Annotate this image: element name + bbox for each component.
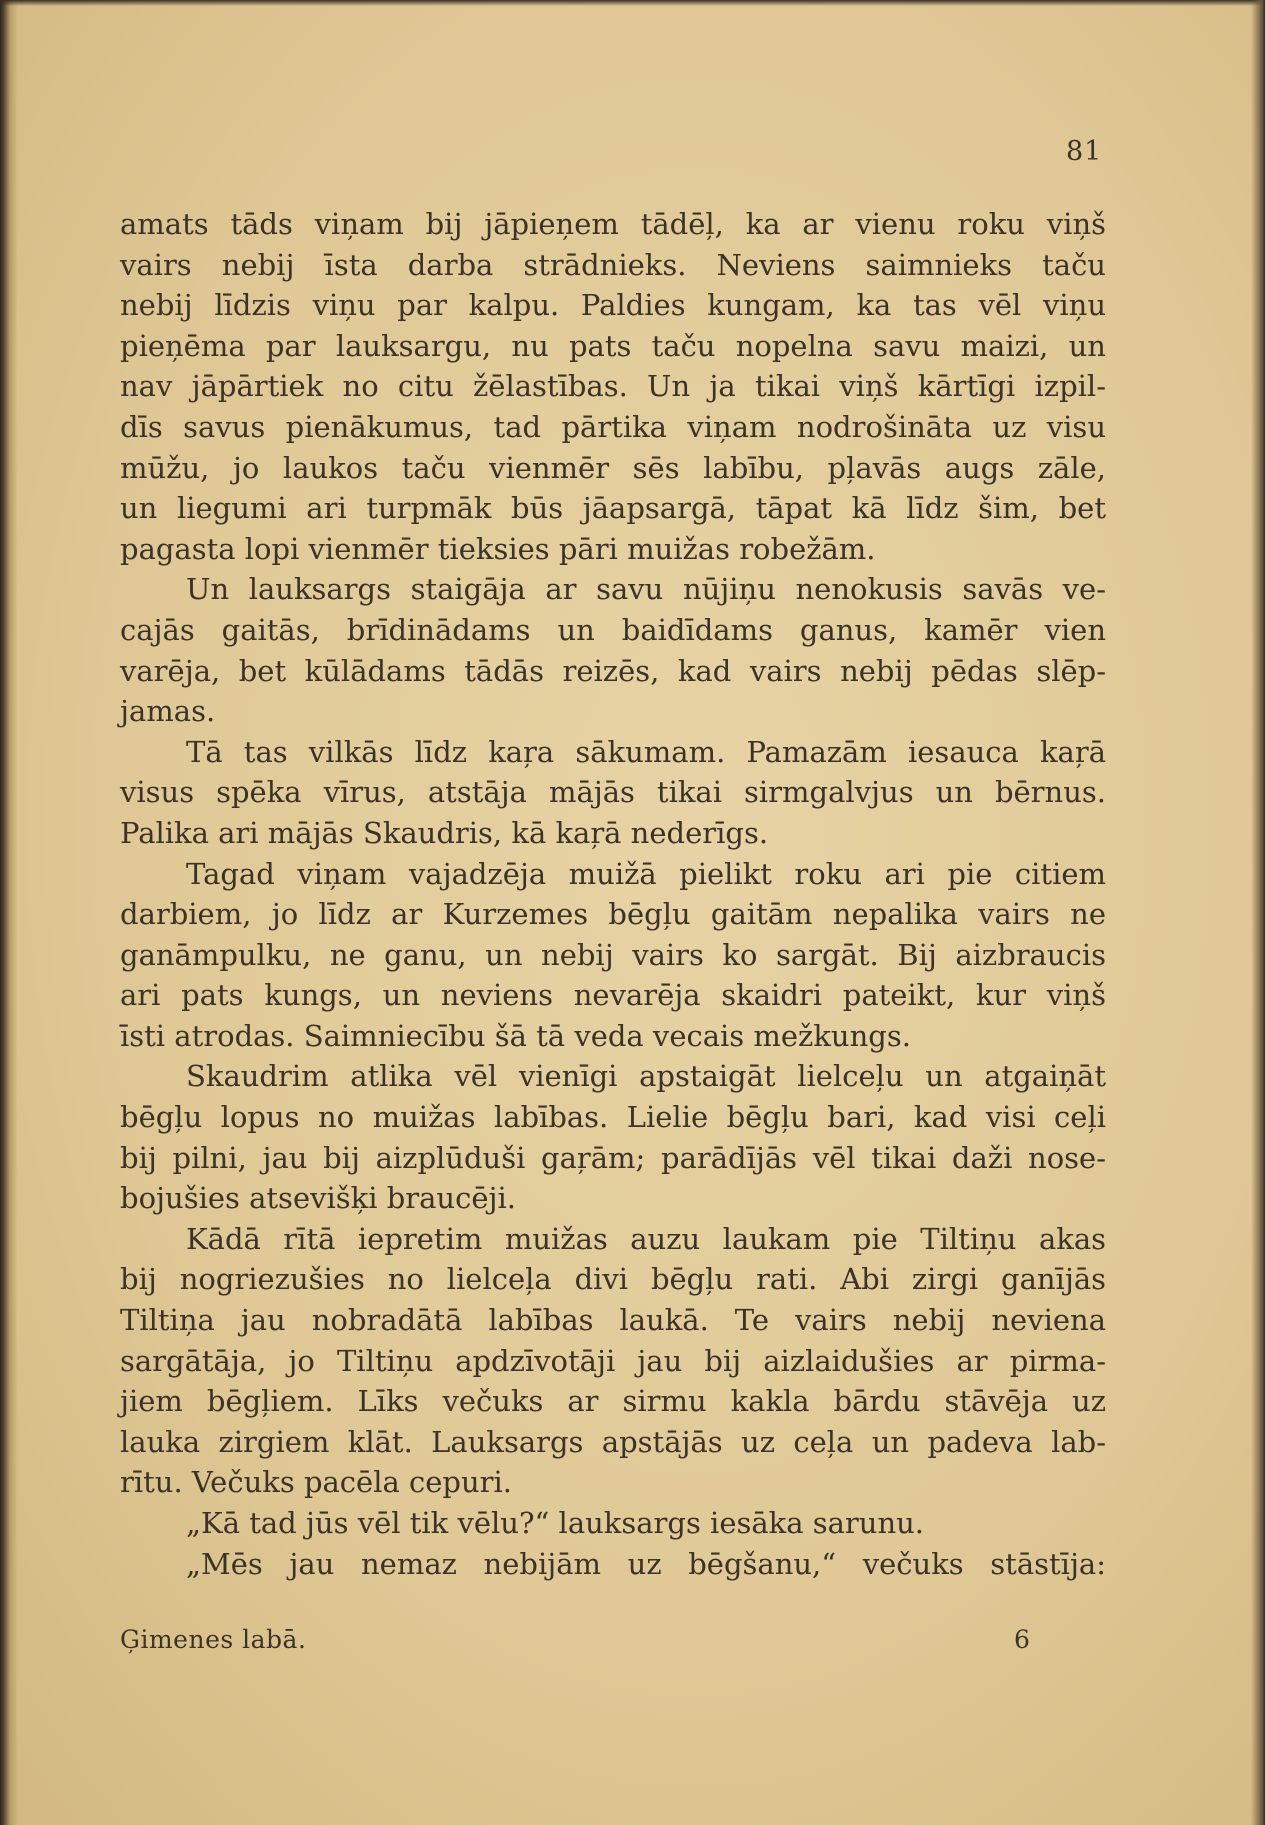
text-line: darbiem, jo līdz ar Kurzemes bēgļu gaitām nepalika vairs ne bbox=[120, 897, 1106, 932]
binding-edge bbox=[0, 0, 18, 1825]
text-line: cajās gaitās, brīdinādams un baidīdams ganus, kamēr vien bbox=[120, 612, 1106, 647]
text-line: jiem bēgļiem. Līks večuks ar sirmu kakla bārdu stāvēja uz bbox=[120, 1384, 1106, 1419]
text-line: nav jāpārtiek no citu žēlastības. Un ja tikai viņš kārtīgi izpil- bbox=[120, 369, 1106, 404]
text-line: Palika ari mājās Skaudris, kā kaŗā nederīgs. bbox=[120, 815, 769, 850]
top-edge-shadow bbox=[0, 0, 1265, 6]
text-line: bij pilni, jau bij aizplūduši gaŗām; parādījās vēl tikai daži nose- bbox=[120, 1140, 1106, 1175]
text-line: Un lauksargs staigāja ar savu nūjiņu nenokusis savās ve- bbox=[186, 572, 1106, 607]
footer-book-title: Ģimenes labā. bbox=[120, 1625, 307, 1654]
text-line: visus spēka vīrus, atstāja mājās tikai sirmgalvjus un bērnus. bbox=[120, 775, 1106, 810]
text-line: nebij līdzis viņu par kalpu. Paldies kungam, ka tas vēl viņu bbox=[120, 288, 1106, 323]
text-line: lauka zirgiem klāt. Lauksargs apstājās uz ceļa un padeva lab- bbox=[120, 1424, 1106, 1459]
text-line: amats tāds viņam bij jāpieņem tādēļ, ka ar vienu roku viņš bbox=[120, 207, 1106, 241]
page-number: 81 bbox=[1066, 136, 1103, 167]
text-line: jamas. bbox=[120, 694, 216, 729]
text-line: vairs nebij īsta darba strādnieks. Neviens saimnieks taču bbox=[120, 247, 1106, 282]
text-line: bēgļu lopus no muižas labības. Lielie bēgļu bari, kad visi ceļi bbox=[120, 1100, 1106, 1135]
footer-signature-mark: 6 bbox=[1014, 1625, 1030, 1654]
text-line: bij nogriezušies no lielceļa divi bēgļu rati. Abi zirgi ganījās bbox=[120, 1262, 1106, 1297]
text-line: Skaudrim atlika vēl vienīgi apstaigāt lielceļu un atgaiņāt bbox=[186, 1059, 1106, 1094]
text-line: sargātāja, jo Tiltiņu apdzīvotāji jau bij aizlaidušies ar pirma- bbox=[120, 1343, 1106, 1378]
text-line: pieņēma par lauksargu, nu pats taču nopelna savu maizi, un bbox=[120, 328, 1106, 363]
text-line: un liegumi ari turpmāk būs jāapsargā, tāpat kā līdz šim, bet bbox=[120, 491, 1106, 526]
text-line: ganāmpulku, ne ganu, un nebij vairs ko sargāt. Bij aizbraucis bbox=[120, 937, 1106, 972]
text-line: īsti atrodas. Saimniecību šā tā veda vecais mežkungs. bbox=[120, 1018, 911, 1053]
body-text bbox=[120, 204, 1106, 1584]
text-line: bojušies atsevišķi braucēji. bbox=[120, 1181, 516, 1216]
text-line: Tagad viņam vajadzēja muižā pielikt roku ari pie citiem bbox=[186, 856, 1106, 891]
text-line: pagasta lopi vienmēr tieksies pāri muižas robežām. bbox=[120, 531, 876, 566]
text-line: Tiltiņa jau nobradātā labības laukā. Te vairs nebij neviena bbox=[120, 1303, 1106, 1338]
text-line: „Kā tad jūs vēl tik vēlu?“ lauksargs iesāka sarunu. bbox=[186, 1506, 925, 1540]
text-line: rītu. Večuks pacēla cepuri. bbox=[120, 1465, 512, 1500]
text-line: „Mēs jau nemaz nebijām uz bēgšanu,“ večuks stāstīja: bbox=[186, 1546, 1106, 1581]
text-line: dīs savus pienākumus, tad pārtika viņam nodrošināta uz visu bbox=[120, 409, 1106, 444]
text-line: Tā tas vilkās līdz kaŗa sākumam. Pamazām iesauca kaŗā bbox=[186, 734, 1106, 769]
text-line: mūžu, jo laukos taču vienmēr sēs labību, pļavās augs zāle, bbox=[120, 450, 1106, 485]
text-line: ari pats kungs, un neviens nevarēja skaidri pateikt, kur viņš bbox=[120, 978, 1106, 1013]
text-line: Kādā rītā iepretim muižas auzu laukam pie Tiltiņu akas bbox=[186, 1221, 1106, 1256]
text-line: varēja, bet kūlādams tādās reizēs, kad vairs nebij pēdas slēp- bbox=[120, 653, 1106, 688]
right-edge-shadow bbox=[1251, 0, 1265, 1825]
